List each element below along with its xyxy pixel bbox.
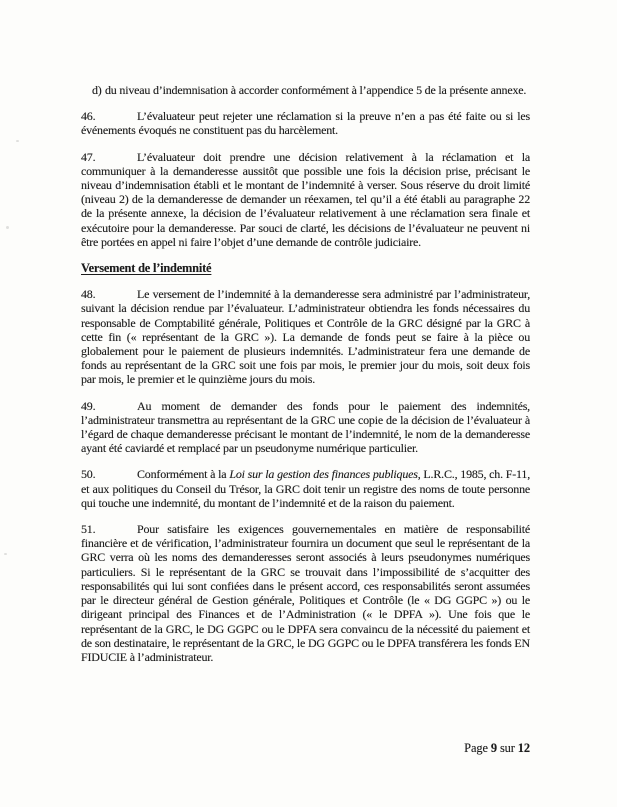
paragraph-text: Conformément à la <box>137 467 230 482</box>
scan-artifact <box>4 553 7 555</box>
list-item-marker: d) <box>92 83 102 97</box>
scan-artifact <box>16 140 19 142</box>
paragraph-text: L’évaluateur peut rejeter une réclamation si la preuve n’en a pas été faite ou si les événements évoqués ne constituent pas du harcèlement. <box>81 109 530 138</box>
paragraph-number: 50. <box>81 467 96 482</box>
list-item-d <box>92 83 530 97</box>
paragraph-number: 48. <box>81 287 96 302</box>
statute-title-italic: Loi sur la gestion des finances publiques <box>229 467 418 482</box>
paragraph-46 <box>81 109 530 137</box>
paragraph-text: L’évaluateur doit prendre une décision relativement à la réclamation et la communiquer à la demanderesse aussitôt que possible une fois la décision prise, précisant le niveau d’indemnisation établi et le montant de l’indemnité à verser. Sous réserve du droit limité (niveau 2) de la demanderesse de demander un réexamen, tel qu’il a été établi au paragraphe 22 de la présente annexe, la décision de l’évaluateur relativement à une réclamation sera finale et exécutoire pour la demanderesse. Par souci de clarté, les décisions de l’évaluateur ne peuvent ni être portées en appel ni faire l’objet d’une demande de contrôle judiciaire. <box>81 149 530 249</box>
page-number-footer <box>464 741 530 756</box>
paragraph-number: 47. <box>81 149 96 164</box>
paragraph-text: Au moment de demander des fonds pour le paiement des indemnités, l’administrateur transmettra au représentant de la GRC une copie de la décision de l’évaluateur à l’égard de chaque demanderesse précisant le montant de l’indemnité, le nom de la demanderesse ayant été caviardé et remplacé par un pseudonyme numérique particulier. <box>81 398 530 456</box>
paragraph-number: 46. <box>81 109 96 124</box>
page-number-current: 9 <box>490 741 497 755</box>
paragraph-number: 51. <box>81 522 96 537</box>
paragraph-50 <box>81 467 530 510</box>
page-separator: sur <box>499 741 515 755</box>
list-item-text: du niveau d’indemnisation à accorder conformément à l’appendice 5 de la présente annexe. <box>105 83 527 97</box>
paragraph-51 <box>81 522 530 664</box>
page-label: Page <box>464 741 488 755</box>
paragraph-number: 49. <box>81 398 96 413</box>
paragraph-49 <box>81 399 530 456</box>
paragraph-48 <box>81 287 530 386</box>
paragraph-text: Pour satisfaire les exigences gouvernementales en matière de responsabilité financière et de vérification, l’administrateur fournira un document que seul le représentant de la GRC verra où les noms des demanderesses seront associés à leurs pseudonymes numériques particuliers. Si le représentant de la GRC se trouvait dans l’impossibilité de s’acquitter des responsabilités qui lui sont confiées dans le présent accord, ces responsabilités seront assumées par le directeur général de Gestion générale, Politiques et Contrôle (le « DG GGPC ») ou le dirigeant principal des Finances et de l’Administration (« le DPFA »). Une fois que le représentant de la GRC, le DG GGPC ou le DPFA sera convaincu de la nécessité du paiement et de son destinataire, le représentant de la GRC, le DG GGPC ou le DPFA transférera les fonds EN FIDUCIE à l’administrateur. <box>81 522 530 664</box>
document-content <box>81 83 530 676</box>
paragraph-text: , L.R.C., 1985, ch. F-11, et aux politiques du Conseil du Trésor, la GRC doit tenir un registre des noms de toute personne qui touche une indemnité, du montant de l’indemnité et de la raison du paiement. <box>81 467 531 510</box>
page-number-total: 12 <box>517 741 530 755</box>
section-heading: Versement de l’indemnité <box>81 261 212 276</box>
scan-artifact <box>6 226 9 229</box>
paragraph-text: Le versement de l’indemnité à la demanderesse sera administré par l’administrateur, suivant la décision rendue par l’évaluateur. L’administrateur obtiendra les fonds nécessaires du responsable de Comptabilité générale, Politiques et Contrôle de la GRC désigné par la GRC à cette fin (« représentant de la GRC »). La demande de fonds peut se faire à la pièce ou globalement pour le paiement de plusieurs indemnités. L’administrateur fera une demande de fonds au représentant de la GRC soit une fois par mois, le premier jour du mois, soit deux fois par mois, le premier et le quinzième jours du mois. <box>81 287 530 387</box>
paragraph-47 <box>81 150 530 249</box>
